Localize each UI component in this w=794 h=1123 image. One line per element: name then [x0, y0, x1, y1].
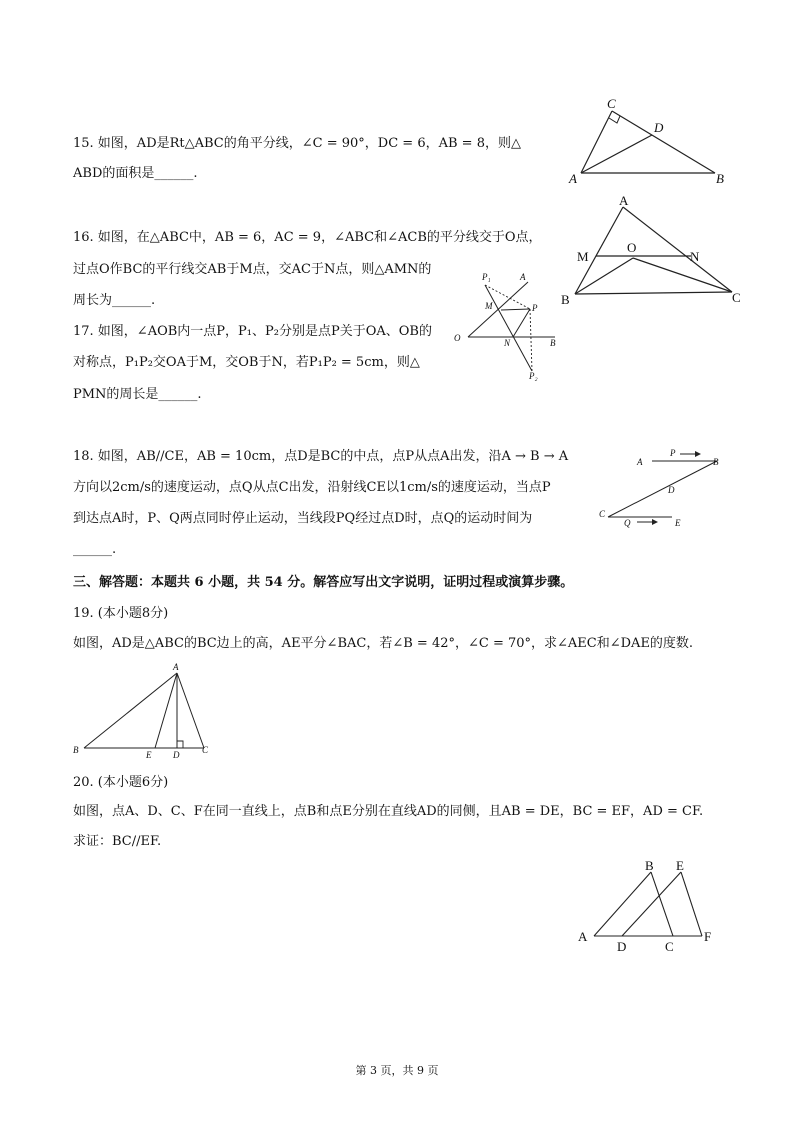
q19-label-b: B	[73, 745, 79, 755]
q16-figure	[555, 190, 755, 310]
q20-segment-bc	[651, 872, 673, 936]
q15-figure	[560, 95, 740, 190]
q16-line1: 16. 如图，在△ABC中，AB = 6，AC = 9，∠ABC和∠ACB的平分线交于O点，	[73, 230, 542, 245]
q15-line2: ABD的面积是______.	[73, 166, 198, 181]
q16-side-ac	[623, 207, 732, 292]
q17-label-b: B	[550, 338, 556, 348]
q19-right-angle-mark	[177, 741, 183, 748]
q18-label-e: E	[675, 518, 681, 528]
q16-line3: 周长为______.	[73, 293, 156, 308]
q16-label-a: A	[619, 193, 629, 208]
q16-label-b: B	[561, 292, 570, 307]
q20-title: 20. (本小题6分)	[73, 775, 169, 790]
q16-label-n: N	[690, 249, 700, 264]
q18-figure	[595, 440, 735, 535]
q18-arrow-p-head	[695, 451, 701, 457]
q15-label-b: B	[716, 171, 724, 186]
q20-label-a: A	[578, 929, 588, 944]
q16-label-c: C	[732, 290, 741, 305]
q15-label-a: A	[569, 171, 577, 186]
q17-label-p: P	[532, 303, 538, 313]
section3-heading: 三、解答题：本题共 6 小题，共 54 分。解答应写出文字说明，证明过程或演算步骤。	[73, 575, 574, 590]
q16-line2: 过点O作BC的平行线交AB于M点，交AC于N点，则△AMN的	[73, 262, 432, 277]
q15-label-d: D	[654, 120, 664, 135]
q17-label-n: N	[504, 338, 511, 348]
q16-bisector-co	[633, 258, 732, 292]
q16-label-o: O	[627, 240, 637, 255]
q15-label-c: C	[607, 96, 616, 111]
q15-side-cb	[612, 111, 715, 173]
q20-segment-ef	[681, 872, 702, 936]
q16-side-bc	[575, 292, 732, 294]
q17-line3: PMN的周长是______.	[73, 387, 202, 402]
q17-label-o: O	[454, 333, 461, 343]
q20-label-f: F	[704, 929, 712, 944]
q20-segment-ab	[594, 872, 651, 936]
q18-label-b: B	[713, 457, 719, 467]
q20-label-d: D	[617, 939, 627, 954]
q15-segment-ad	[581, 135, 652, 173]
q17-figure	[450, 265, 570, 385]
q19-side-ab	[84, 673, 177, 748]
q20-label-e: E	[676, 858, 684, 873]
q17-line2: 对称点，P₁P₂交OA于M，交OB于N，若P₁P₂ = 5cm，则△	[73, 355, 420, 370]
q20-segment-de	[622, 872, 681, 936]
q18-label-p: P	[670, 448, 676, 458]
q19-side-ac	[177, 673, 204, 748]
q19-label-a: A	[173, 662, 179, 672]
q17-label-p1: P₁	[482, 272, 491, 282]
page-footer: 第 3 页，共 9 页	[355, 1064, 439, 1077]
q19-bisector-ae	[155, 673, 177, 748]
q17-segment-mp	[501, 309, 530, 310]
q18-label-d: D	[668, 485, 675, 495]
q17-segment-p1p2	[485, 285, 532, 371]
q17-line1: 17. 如图，∠AOB内一点P，P₁、P₂分别是点P关于OA、OB的	[73, 324, 432, 339]
q18-label-q: Q	[624, 518, 631, 528]
q20-label-b: B	[645, 858, 654, 873]
q18-label-c: C	[599, 509, 606, 519]
q18-line1: 18. 如图，AB//CE，AB = 10cm，点D是BC的中点，点P从点A出发，沿A → B → A	[73, 449, 569, 464]
q19-label-c: C	[202, 745, 209, 755]
q18-segment-bc	[608, 461, 717, 517]
q16-label-m: M	[577, 249, 589, 264]
q20-line1: 如图，点A、D、C、F在同一直线上，点B和点E分别在直线AD的同侧，且AB = DE，BC = EF，AD = CF.	[73, 804, 704, 819]
q18-line2: 方向以2cm/s的速度运动，点Q从点C出发，沿射线CE以1cm/s的速度运动，当点P	[73, 480, 551, 495]
q17-label-p2: P₂	[529, 371, 538, 381]
q17-dashed-pp2	[530, 309, 532, 371]
q18-arrow-q-head	[652, 519, 658, 525]
q20-figure	[570, 850, 730, 960]
q19-label-e: E	[146, 750, 152, 760]
q20-line2: 求证：BC//EF.	[73, 834, 162, 849]
q17-label-m: M	[485, 301, 493, 311]
q15-line1: 15. 如图，AD是Rt△ABC的角平分线，∠C = 90°，DC = 6，AB = 8，则△	[73, 136, 521, 151]
q15-right-angle-mark	[609, 116, 620, 123]
q19-text: 如图，AD是△ABC的BC边上的高，AE平分∠BAC，若∠B = 42°，∠C = 70°，求∠AEC和∠DAE的度数.	[73, 636, 694, 651]
q17-segment-pn	[513, 309, 530, 337]
q19-label-d: D	[173, 750, 180, 760]
q19-title: 19. (本小题8分)	[73, 606, 169, 621]
q18-label-a: A	[637, 457, 643, 467]
q19-figure	[70, 660, 220, 760]
q15-side-ac	[581, 111, 612, 173]
q17-label-a: A	[520, 272, 526, 282]
q18-line3: 到达点A时，P、Q两点同时停止运动，当线段PQ经过点D时，点Q的运动时间为	[73, 511, 533, 526]
q20-label-c: C	[665, 939, 674, 954]
q18-line4: ______.	[73, 542, 117, 557]
